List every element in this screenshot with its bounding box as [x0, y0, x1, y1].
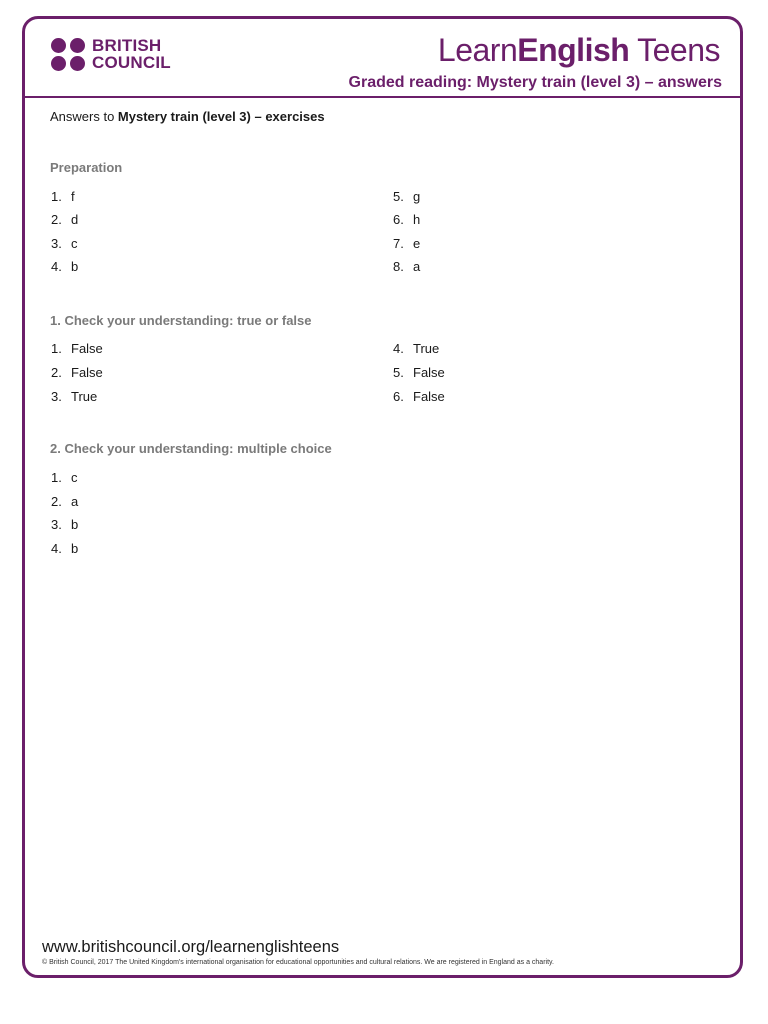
answer-item: 1. c [51, 470, 78, 485]
answer-item: 4. b [51, 259, 79, 274]
footer-copyright: © British Council, 2017 The United Kingdom's international organisation for educational opportunities and cultural relations. We are registered in England as a charity. [42, 959, 554, 966]
british-council-logo [51, 37, 171, 71]
logo-teens: Teens [629, 32, 720, 68]
answer-item: 6. False [393, 389, 445, 404]
brand-line-1: BRITISH [92, 36, 162, 55]
page-border [22, 16, 743, 978]
answer-item: 1. f [51, 189, 75, 204]
section-heading-true-false: 1. Check your understanding: true or false [50, 313, 312, 328]
answer-item: 3. True [51, 389, 98, 404]
answer-item: 5. g [393, 189, 421, 204]
answer-item: 1. False [51, 341, 103, 356]
brand-line-2: COUNCIL [92, 53, 171, 72]
answer-item: 3. c [51, 236, 78, 251]
intro-bold: Mystery train (level 3) – exercises [117, 109, 325, 124]
answer-item: 6. h [393, 212, 421, 227]
answer-item: 5. False [393, 365, 445, 380]
section-heading-multiple-choice: 2. Check your understanding: multiple choice [50, 441, 332, 456]
answer-item: 2. False [51, 365, 103, 380]
intro-line [50, 109, 325, 124]
logo-dots-icon [51, 38, 85, 71]
answer-item: 2. d [51, 212, 79, 227]
logo-learn: Learn [437, 32, 518, 68]
answer-item: 2. a [51, 494, 79, 509]
footer-url-link[interactable]: www.britishcouncil.org/learnenglishteens [42, 938, 340, 956]
answer-item: 8. a [393, 259, 421, 274]
answer-item: 4. b [51, 541, 79, 556]
section-heading-preparation: Preparation [50, 160, 123, 175]
answer-item: 3. b [51, 517, 79, 532]
answer-item: 4. True [393, 341, 440, 356]
logo-english: English [517, 32, 630, 68]
document-title: Graded reading: Mystery train (level 3) – answers [348, 74, 722, 91]
learnenglish-teens-logo [438, 32, 720, 69]
header-divider [25, 96, 741, 98]
intro-prefix: Answers to [50, 109, 118, 124]
answer-item: 7. e [393, 236, 421, 251]
